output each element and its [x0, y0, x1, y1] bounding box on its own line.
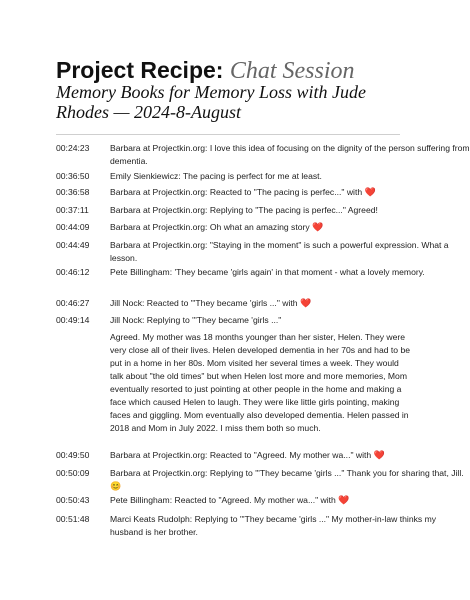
- message-body: [110, 239, 470, 265]
- heart-icon: ❤️: [312, 222, 324, 232]
- message-timestamp: 00:50:43: [56, 495, 90, 505]
- message-body: [110, 221, 470, 234]
- message-sender: Barbara at Projectkin.org:: [110, 468, 208, 478]
- message-timestamp: 00:44:49: [56, 240, 90, 250]
- message-timestamp: 00:44:09: [56, 222, 90, 232]
- message-body: [110, 314, 470, 327]
- message-sender: Marci Keats Rudolph:: [110, 514, 193, 524]
- message-text: Replying to "'They became 'girls ..." My mother-in-law thinks my husband is her brother.: [110, 514, 437, 537]
- message-text: Oh what an amazing story: [209, 222, 310, 232]
- message-text: Reacted to "The pacing is perfec..." with: [209, 187, 363, 197]
- message-text: Replying to "'They became 'girls ..." Thank you for sharing that, Jill.: [209, 468, 464, 478]
- header-divider: [56, 134, 400, 135]
- message-sender: Barbara at Projectkin.org:: [110, 450, 208, 460]
- message-timestamp: 00:49:14: [56, 315, 90, 325]
- message-body: [110, 170, 470, 183]
- message-body: [110, 204, 470, 217]
- heart-icon: ❤️: [338, 495, 350, 505]
- message-text: 'They became 'girls again' in that moment - what a lovely memory.: [174, 267, 425, 277]
- message-text: Reacted to "'They became 'girls ..." with: [146, 298, 298, 308]
- message-body: [110, 513, 470, 539]
- message-timestamp: 00:50:09: [56, 468, 90, 478]
- heart-icon: ❤️: [299, 298, 312, 308]
- message-text: Reacted to "Agreed. My mother wa..." with: [209, 450, 372, 460]
- message-sender: Barbara at Projectkin.org:: [110, 187, 208, 197]
- message-body: [110, 142, 470, 168]
- message-text: "Staying in the moment" is such a powerful expression. What a lesson.: [110, 240, 449, 263]
- title-sub: Chat Session: [229, 58, 355, 84]
- page-title: [56, 56, 355, 85]
- message-body: [110, 186, 470, 199]
- message-text: I love this idea of focusing on the dignity of the person suffering from dementia.: [110, 143, 470, 166]
- message-sender: Jill Nock:: [110, 298, 145, 308]
- message-sender: Emily Sienkiewicz:: [110, 171, 181, 181]
- message-timestamp: 00:46:27: [56, 298, 90, 308]
- message-timestamp: 00:36:50: [56, 171, 90, 181]
- heart-icon: ❤️: [373, 450, 385, 460]
- message-timestamp: 00:51:48: [56, 514, 90, 524]
- message-text: Replying to "'They became 'girls ...": [146, 315, 282, 325]
- message-sender: Barbara at Projectkin.org:: [110, 240, 208, 250]
- heart-icon: ❤️: [364, 187, 376, 197]
- message-timestamp: 00:49:50: [56, 450, 90, 460]
- smile-emoji-icon: 😊: [110, 481, 122, 491]
- message-timestamp: 00:37:11: [56, 205, 89, 215]
- page-subtitle: Memory Books for Memory Loss with Jude Rhodes — 2024-8-August: [56, 82, 366, 122]
- message-body: [110, 297, 470, 310]
- message-body: [110, 494, 470, 507]
- message-body: [110, 449, 470, 462]
- message-sender: Pete Billingham:: [110, 495, 173, 505]
- message-text: Replying to "The pacing is perfec..." Agreed!: [209, 205, 378, 215]
- message-timestamp: 00:36:58: [56, 187, 90, 197]
- message-body: [110, 467, 470, 493]
- message-sender: Barbara at Projectkin.org:: [110, 205, 208, 215]
- message-sender: Barbara at Projectkin.org:: [110, 222, 208, 232]
- message-sender: Barbara at Projectkin.org:: [110, 143, 208, 153]
- long-reply-text: Agreed. My mother was 18 months younger than her sister, Helen. They were very close all of their lives. Helen developed dementia in her 70s and had to be put in a home in her 80s. Mom visited her several times a week. They would talk about "the old times" but when Helen lost more and more memories, Mom eventually resorted to just pointing at other people in the home and making a face which caused Helen to laugh. They were like little girls pointing, making faces and giggling. Mom eventually also developed dementia. Helen passed in 2018 and Mom in July 2022. I miss them both so much.: [110, 332, 411, 433]
- title-main: Project Recipe:: [56, 57, 224, 83]
- message-body: [110, 266, 470, 279]
- message-text: The pacing is perfect for me at least.: [182, 171, 322, 181]
- message-timestamp: 00:24:23: [56, 143, 90, 153]
- message-timestamp: 00:46:12: [56, 267, 90, 277]
- message-sender: Pete Billingham:: [110, 267, 173, 277]
- message-sender: Jill Nock:: [110, 315, 145, 325]
- message-text: Reacted to "Agreed. My mother wa..." with: [174, 495, 336, 505]
